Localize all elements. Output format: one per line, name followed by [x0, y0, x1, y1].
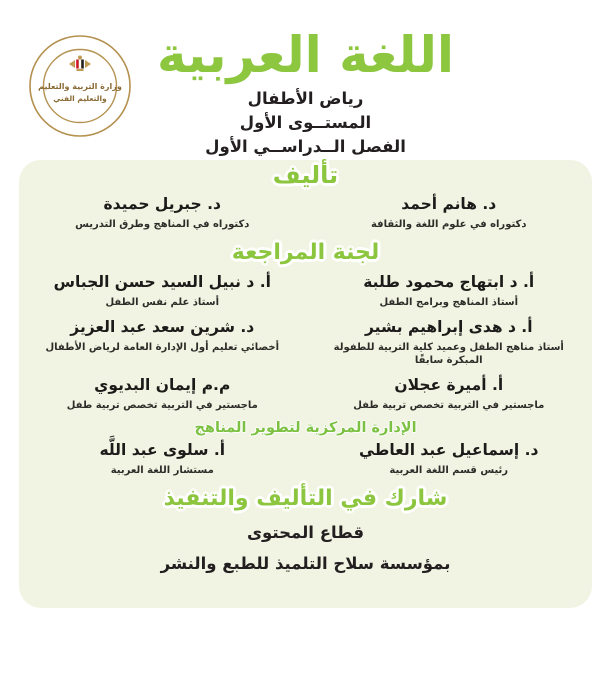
central-admin-heading: الإدارة المركزية لتطوير المناهج: [194, 419, 417, 436]
reviewer-name: م.م إيمان البديوي: [94, 375, 231, 394]
reviewer-name: د. شرين سعد عبد العزيز: [70, 317, 255, 336]
authors-heading: تأليف: [272, 160, 339, 189]
authors-row: [19, 194, 592, 231]
reviewer-role: أخصائي تعليم أول الإدارة العامة لرياض الأطفال: [45, 341, 280, 353]
svg-text:MINISTRY OF EDUCATION AND TECH: [28, 34, 32, 36]
reviewer-role: ماجستير في التربية تخصص تربية طفل: [353, 399, 545, 411]
semester-line: الفصل الــدراســي الأول: [205, 136, 406, 156]
member-name: أ. سلوى عبد اللَّه: [99, 440, 226, 459]
level-line: المستــوى الأول: [239, 112, 372, 132]
reviewer-role: ماجستير في التربية تخصص تربية طفل: [66, 399, 258, 411]
reviewer-name: أ. د هدى إبراهيم بشير: [364, 317, 533, 336]
review-committee-heading: لجنة المراجعة: [231, 239, 380, 265]
reviewer-role: أستاذ المناهج وبرامج الطفل: [379, 296, 519, 308]
author-name: د. هانم أحمد: [401, 194, 497, 213]
review-row-2: [19, 317, 592, 367]
reviewer: [19, 317, 306, 367]
book-title: اللغة العربية: [156, 26, 455, 84]
content-sector-line: قطاع المحتوى: [246, 522, 365, 542]
review-row-3: [19, 375, 592, 412]
logo-ring-text: [28, 34, 32, 36]
central-admin-row: [19, 440, 592, 477]
central-admin-member: [19, 440, 306, 477]
member-role: مستشار اللغة العربية: [110, 464, 214, 476]
reviewer: [19, 272, 306, 309]
participation-heading: شارك في التأليف والتنفيذ: [163, 485, 448, 511]
member-role: رئيس قسم اللغة العربية: [389, 464, 509, 476]
reviewer: [306, 317, 593, 367]
reviewer-role: أستاذ علم نفس الطفل: [105, 296, 220, 308]
reviewer: [306, 375, 593, 412]
reviewer-role: أستاذ مناهج الطفل وعميد كلية التربية للطفولة المبكرة سابقًا: [333, 341, 564, 366]
publisher-line: بمؤسسة سلاح التلميذ للطبع والنشر: [160, 553, 451, 573]
author-left: [19, 194, 306, 231]
reviewer-name: أ. أميرة عجلان: [394, 375, 504, 394]
logo-arabic-line2: والتعليم الفني: [53, 94, 107, 103]
member-name: د. إسماعيل عبد العاطي: [359, 440, 539, 459]
central-admin-member: [306, 440, 593, 477]
reviewer-name: أ. د ابتهاج محمود طلبة: [363, 272, 535, 291]
stage-line: رياض الأطفال: [247, 88, 364, 108]
author-role: دكتوراه في علوم اللغة والثقافة: [370, 218, 527, 230]
eagle-icon: [69, 56, 91, 72]
logo-arabic-line1: وزارة التربية والتعليم: [38, 82, 122, 91]
reviewer: [19, 375, 306, 412]
ministry-emblem-icon: [28, 34, 132, 138]
review-row-1: [19, 272, 592, 309]
credits-panel: [19, 160, 592, 608]
reviewer: [306, 272, 593, 309]
ministry-logo: [28, 34, 132, 138]
author-role: دكتوراه في المناهج وطرق التدريس: [75, 218, 250, 230]
reviewer-name: أ. د نبيل السيد حسن الجباس: [53, 272, 271, 291]
author-right: [306, 194, 593, 231]
author-name: د. جبريل حميدة: [103, 194, 221, 213]
